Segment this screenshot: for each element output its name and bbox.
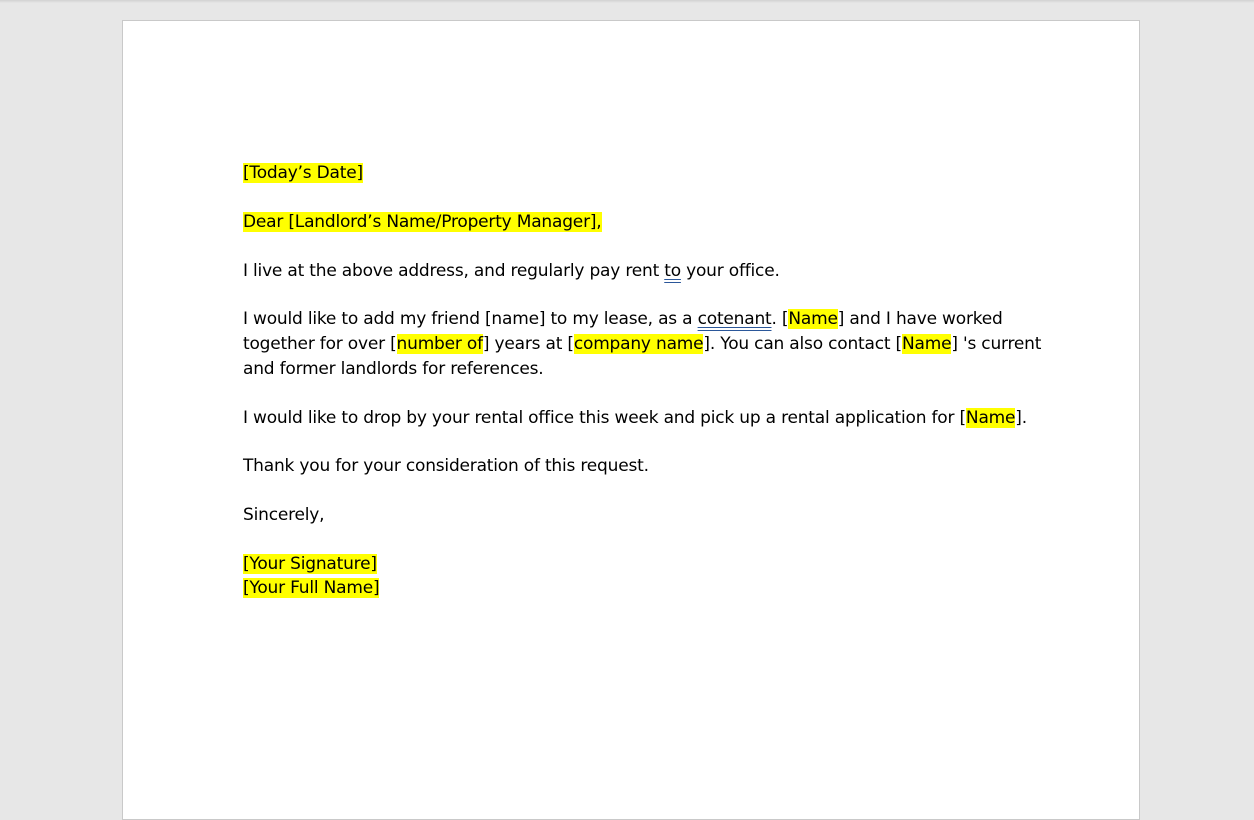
paragraph-text: your office. <box>680 261 780 281</box>
paragraph-text: I live at the above address, and regularly pay rent <box>243 261 665 281</box>
name-placeholder[interactable]: Name <box>788 309 838 329</box>
signature-line[interactable] <box>243 552 377 577</box>
paragraph-text: ]. You can also contact [ <box>703 334 902 354</box>
full-name-line[interactable] <box>243 576 379 601</box>
document-page[interactable] <box>122 20 1140 820</box>
paragraph-text: . [ <box>771 309 789 329</box>
years-placeholder[interactable]: number of <box>396 334 483 354</box>
full-name-placeholder[interactable]: [Your Full Name] <box>243 578 380 598</box>
paragraph-text: together for over [ <box>243 334 397 354</box>
salutation-placeholder[interactable]: Dear [Landlord’s Name/Property Manager], <box>243 212 602 232</box>
paragraph-text: ] 's current <box>951 334 1042 354</box>
company-placeholder[interactable]: company name <box>573 334 704 354</box>
paragraph-text: and former landlords for references. <box>243 359 544 379</box>
closing-line[interactable] <box>243 503 324 528</box>
paragraph-cotenant[interactable] <box>243 307 1041 382</box>
paragraph-text: I would like to add my friend [name] to my lease, as a <box>243 309 698 329</box>
name-placeholder[interactable]: Name <box>901 334 952 354</box>
signature-placeholder[interactable]: [Your Signature] <box>243 554 377 574</box>
date-placeholder[interactable]: [Today’s Date] <box>243 163 363 183</box>
paragraph-text: Thank you for your consideration of this request. <box>243 456 649 476</box>
paragraph-line <box>243 307 1041 332</box>
closing-text: Sincerely, <box>243 505 325 525</box>
paragraph-text: ]. <box>1015 408 1027 428</box>
paragraph-line <box>243 357 1041 382</box>
grammar-flagged-word[interactable]: cotenant <box>697 309 772 329</box>
grammar-flagged-word[interactable]: to <box>664 261 681 281</box>
name-placeholder[interactable]: Name <box>965 408 1016 428</box>
paragraph-text: I would like to drop by your rental office this week and pick up a rental application for [ <box>243 408 966 428</box>
paragraph-text: ] years at [ <box>482 334 574 354</box>
salutation-line[interactable] <box>243 210 602 235</box>
paragraph-line <box>243 332 1041 357</box>
date-line[interactable] <box>243 161 363 186</box>
window-top-edge <box>0 0 1254 3</box>
paragraph-text: ] and I have worked <box>837 309 1003 329</box>
paragraph-address[interactable] <box>243 259 780 284</box>
paragraph-thanks[interactable] <box>243 454 649 479</box>
paragraph-application[interactable] <box>243 406 1027 431</box>
